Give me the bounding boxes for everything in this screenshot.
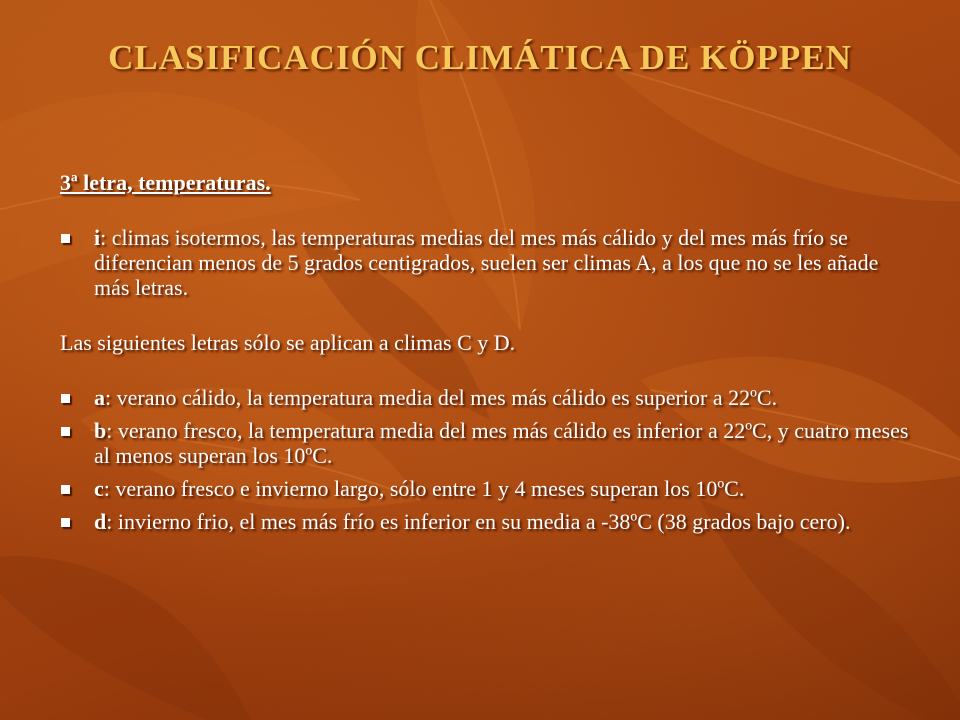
list-item: [60, 225, 910, 300]
slide-body: [60, 170, 910, 564]
letter-description: : verano fresco, la temperatura media del mes más cálido es inferior a 22ºC, y cuatro meses al menos superan los 10ºC.: [94, 418, 909, 468]
letter-description: : climas isotermos, las temperaturas medias del mes más cálido y del mes más frío se diferencian menos de 5 grados centigrados, suelen ser climas A, a los que no se les añade más letras.: [94, 225, 879, 300]
list-item: [60, 418, 910, 468]
intro-bullet-list: [60, 225, 910, 300]
slide-title: CLASIFICACIÓN CLIMÁTICA DE KÖPPEN: [108, 38, 852, 77]
letter-key: b: [94, 418, 107, 443]
letter-description: : verano fresco e invierno largo, sólo entre 1 y 4 meses superan los 10ºC.: [103, 476, 745, 501]
letter-key: i: [94, 225, 101, 250]
letter-key: a: [94, 385, 105, 410]
letter-description: : verano cálido, la temperatura media del mes más cálido es superior a 22ºC.: [105, 385, 778, 410]
list-item: [60, 385, 910, 410]
note-text: Las siguientes letras sólo se aplican a climas C y D.: [60, 330, 516, 355]
square-bullet-icon: [61, 427, 70, 436]
square-bullet-icon: [61, 518, 70, 527]
letters-bullet-list: [60, 385, 910, 534]
letter-key: d: [94, 509, 107, 534]
letter-description: : invierno frio, el mes más frío es inferior en su media a -38ºC (38 grados bajo cero).: [106, 509, 851, 534]
list-item: [60, 509, 910, 534]
square-bullet-icon: [61, 485, 70, 494]
square-bullet-icon: [61, 394, 70, 403]
letter-key: c: [94, 476, 104, 501]
list-item: [60, 476, 910, 501]
section-subheading: 3ª letra, temperaturas.: [60, 170, 271, 195]
square-bullet-icon: [61, 234, 70, 243]
